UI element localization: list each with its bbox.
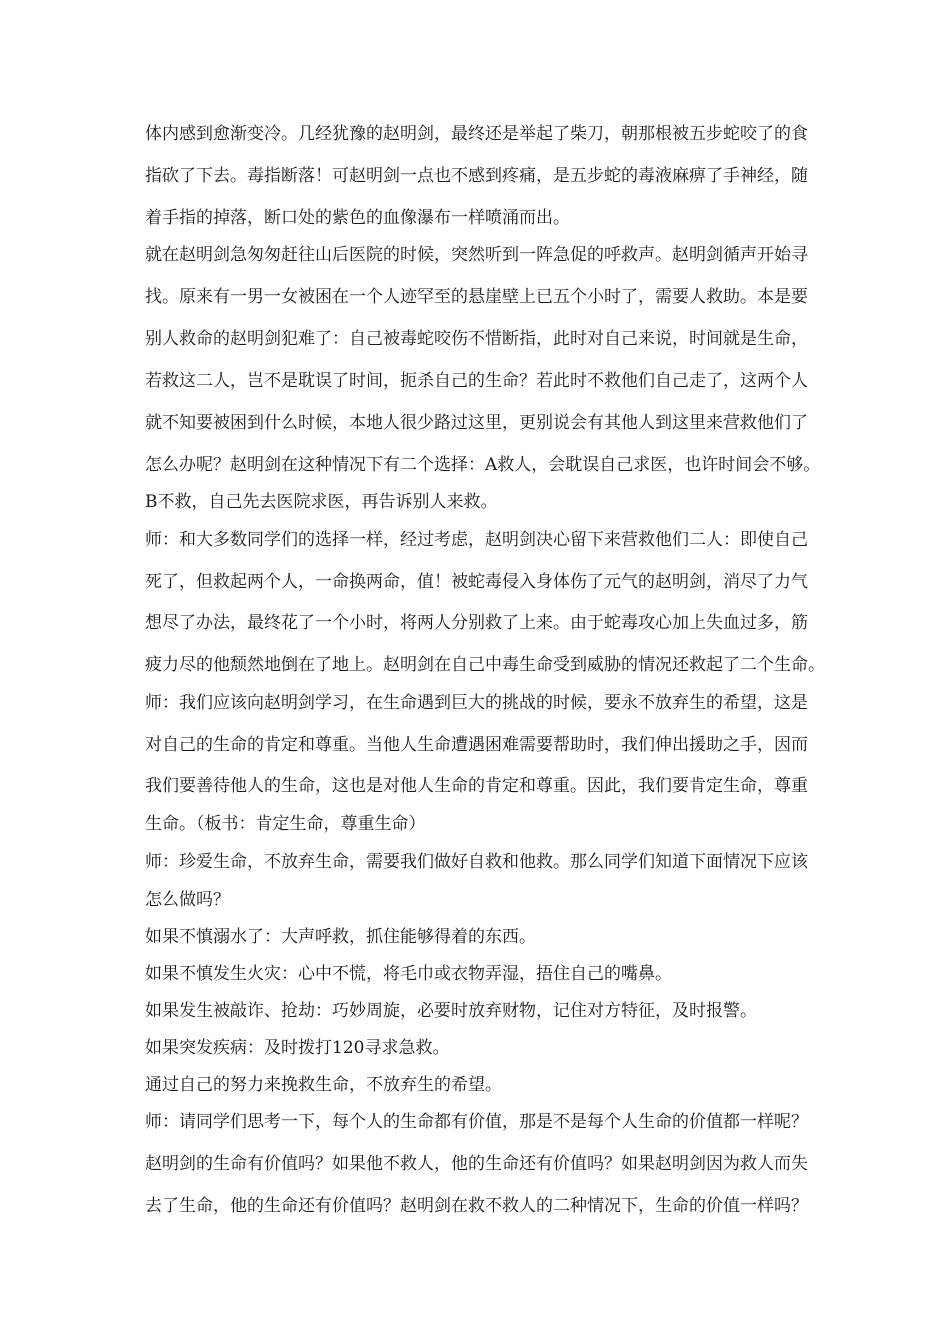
text-line: 赵明剑的生命有价值吗？如果他不救人，他的生命还有价值吗？如果赵明剑因为救人而失 — [145, 1154, 808, 1174]
text-line: 指砍了下去。毒指断落！可赵明剑一点也不感到疼痛，是五步蛇的毒液麻痹了手神经，随 — [145, 166, 808, 186]
text-line: 体内感到愈渐变冷。几经犹豫的赵明剑，最终还是举起了柴刀，朝那根被五步蛇咬了的食 — [145, 124, 808, 144]
text-line: 怎么办呢？赵明剑在这种情况下有二个选择：A救人，会耽误自己求医，也许时间会不够。 — [145, 455, 821, 475]
text-line: B不救，自己先去医院求医，再告诉别人来救。 — [145, 492, 498, 512]
text-line: 如果不慎溺水了：大声呼救，抓住能够得着的东西。 — [145, 927, 536, 947]
text-line: 对自己的生命的肯定和尊重。当他人生命遭遇困难需要帮助时，我们伸出援助之手，因而 — [145, 735, 808, 755]
text-line: 师：请同学们思考一下，每个人的生命都有价值，那是不是每个人生命的价值都一样呢？ — [145, 1112, 808, 1132]
text-line: 生命。（板书：肯定生命，尊重生命） — [145, 814, 426, 834]
text-line: 如果不慎发生火灾：心中不慌，将毛巾或衣物弄湿，捂住自己的嘴鼻。 — [145, 964, 672, 984]
text-line: 死了，但救起两个人，一命换两命，值！被蛇毒侵入身体伤了元气的赵明剑，消尽了力气 — [145, 572, 808, 592]
text-line: 找。原来有一男一女被困在一个人迹罕至的悬崖壁上已五个小时了，需要人救助。本是要 — [145, 287, 808, 307]
text-line: 想尽了办法，最终花了一个小时，将两人分别救了上来。由于蛇毒攻心加上失血过多，筋 — [145, 613, 808, 633]
text-line: 如果突发疾病：及时拨打120寻求急救。 — [145, 1038, 450, 1058]
text-line: 如果发生被敲诈、抢劫：巧妙周旋，必要时放弃财物，记住对方特征，及时报警。 — [145, 1001, 757, 1021]
text-line: 就不知要被困到什么时候，本地人很少路过这里，更别说会有其他人到这里来营救他们了 — [145, 413, 808, 433]
text-line: 我们要善待他人的生命，这也是对他人生命的肯定和尊重。因此，我们要肯定生命，尊重 — [145, 776, 808, 796]
text-line: 怎么做吗？ — [145, 890, 230, 910]
text-line: 若救这二人，岂不是耽误了时间，扼杀自己的生命？若此时不救他们自己走了，这两个人 — [145, 371, 808, 391]
text-line: 通过自己的努力来挽救生命，不放弃生的希望。 — [145, 1075, 502, 1095]
text-line: 师：我们应该向赵明剑学习，在生命遇到巨大的挑战的时候，要永不放弃生的希望，这是 — [145, 693, 808, 713]
text-line: 去了生命，他的生命还有价值吗？赵明剑在救不救人的二种情况下，生命的价值一样吗？ — [145, 1196, 808, 1216]
text-line: 着手指的掉落，断口处的紫色的血像瀑布一样喷涌而出。 — [145, 208, 570, 228]
text-line: 别人救命的赵明剑犯难了：自己被毒蛇咬伤不惜断指，此时对自己来说，时间就是生命， — [145, 329, 808, 349]
text-line: 师：珍爱生命，不放弃生命，需要我们做好自救和他救。那么同学们知道下面情况下应该 — [145, 852, 808, 872]
text-line: 疲力尽的他颓然地倒在了地上。赵明剑在自己中毒生命受到威胁的情况还救起了二个生命。 — [145, 655, 825, 675]
text-line: 师：和大多数同学们的选择一样，经过考虑，赵明剑决心留下来营救他们二人：即使自己 — [145, 530, 808, 550]
text-line: 就在赵明剑急匆匆赶往山后医院的时候，突然听到一阵急促的呼救声。赵明剑循声开始寻 — [145, 245, 808, 265]
